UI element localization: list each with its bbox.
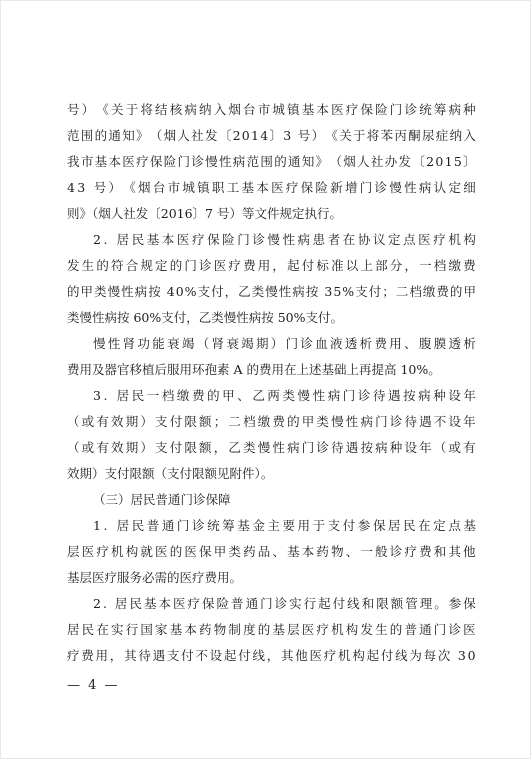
text-line: （ 或 有 效 期 ） 支 付 限 额 ， 乙 类 慢 性 病 门 诊 待 遇 按 病 种 设 年 （ 或 有 (67, 440, 476, 455)
text-line: 3 . 居 民 一 档 缴 费 的 甲 、 乙 两 类 慢 性 病 门 诊 待 遇 按 病 种 设 年 (93, 388, 476, 403)
text-line: （ 或 有 效 期 ） 支 付 限 额 ； 二 档 缴 费 的 甲 类 慢 性 病 门 诊 待 遇 不 设 年 (67, 414, 476, 429)
text-line: 2 . 居 民 基 本 医 疗 保 险 普 通 门 诊 实 行 起 付 线 和 限 额 管 理 。 参 保 (93, 596, 476, 611)
text-line: 的 甲 类 慢 性 病 按 4 0 % 支 付 ， 乙 类 慢 性 病 按 3 5 % 支 付 ； 二 档 缴 费 的 甲 (67, 284, 476, 299)
text-line: （三）居民普通门诊保障 (93, 492, 231, 507)
body-text (67, 97, 476, 669)
text-line: 4 3 号 ） 《 烟 台 市 城 镇 职 工 基 本 医 疗 保 险 新 增 门 诊 慢 性 病 认 定 细 (67, 180, 476, 195)
text-line: 发 生 的 符 合 规 定 的 门 诊 医 疗 费 用 ， 起 付 标 准 以 上 部 分 ， 一 档 缴 费 (67, 258, 476, 273)
text-line: 费用及器官移植后服用环孢素 A 的费用在上述基础上再提高 10%。 (67, 362, 441, 377)
text-line: 基层医疗服务必需的医疗费用。 (67, 570, 243, 585)
text-line: 效期）支付限额（支付限额见附件）。 (67, 466, 274, 481)
text-line: 层 医 疗 机 构 就 医 的 医 保 甲 类 药 品 、 基 本 药 物 、 一 般 诊 疗 费 和 其 他 (67, 544, 476, 559)
text-line: 范 围 的 通 知 》 （ 烟 人 社 发 〔 2 0 1 4 〕 3 号 ） 《 关 于 将 苯 丙 酮 尿 症 纳 入 (67, 128, 476, 143)
text-line: 1 . 居 民 普 通 门 诊 统 筹 基 金 主 要 用 于 支 付 参 保 居 民 在 定 点 基 (93, 518, 476, 533)
text-line: 类慢性病按 60%支付，乙类慢性病按 50%支付。 (67, 310, 344, 325)
page-number: — 4 — (67, 678, 120, 693)
text-line: 则》（烟人社发〔2016〕7 号）等文件规定执行。 (67, 206, 342, 221)
text-line: 2 . 居 民 基 本 医 疗 保 险 门 诊 慢 性 病 患 者 在 协 议 定 点 医 疗 机 构 (93, 232, 476, 247)
text-line: 居 民 在 实 行 国 家 基 本 药 物 制 度 的 基 层 医 疗 机 构 发 生 的 普 通 门 诊 医 (67, 622, 476, 637)
text-line: 疗 费 用 ， 其 待 遇 支 付 不 设 起 付 线 ， 其 他 医 疗 机 构 起 付 线 为 每 次 3 0 (67, 648, 476, 663)
text-line: 号 ） 《 关 于 将 结 核 病 纳 入 烟 台 市 城 镇 基 本 医 疗 保 险 门 诊 统 筹 病 种 (67, 102, 476, 117)
text-line: 我 市 基 本 医 疗 保 险 门 诊 慢 性 病 范 围 的 通 知 》 （ 烟 人 社 办 发 〔 2 0 1 5 〕 (67, 154, 476, 169)
text-line: 慢 性 肾 功 能 衰 竭 （ 肾 衰 竭 期 ） 门 诊 血 液 透 析 费 用 、 腹 膜 透 析 (93, 336, 476, 351)
